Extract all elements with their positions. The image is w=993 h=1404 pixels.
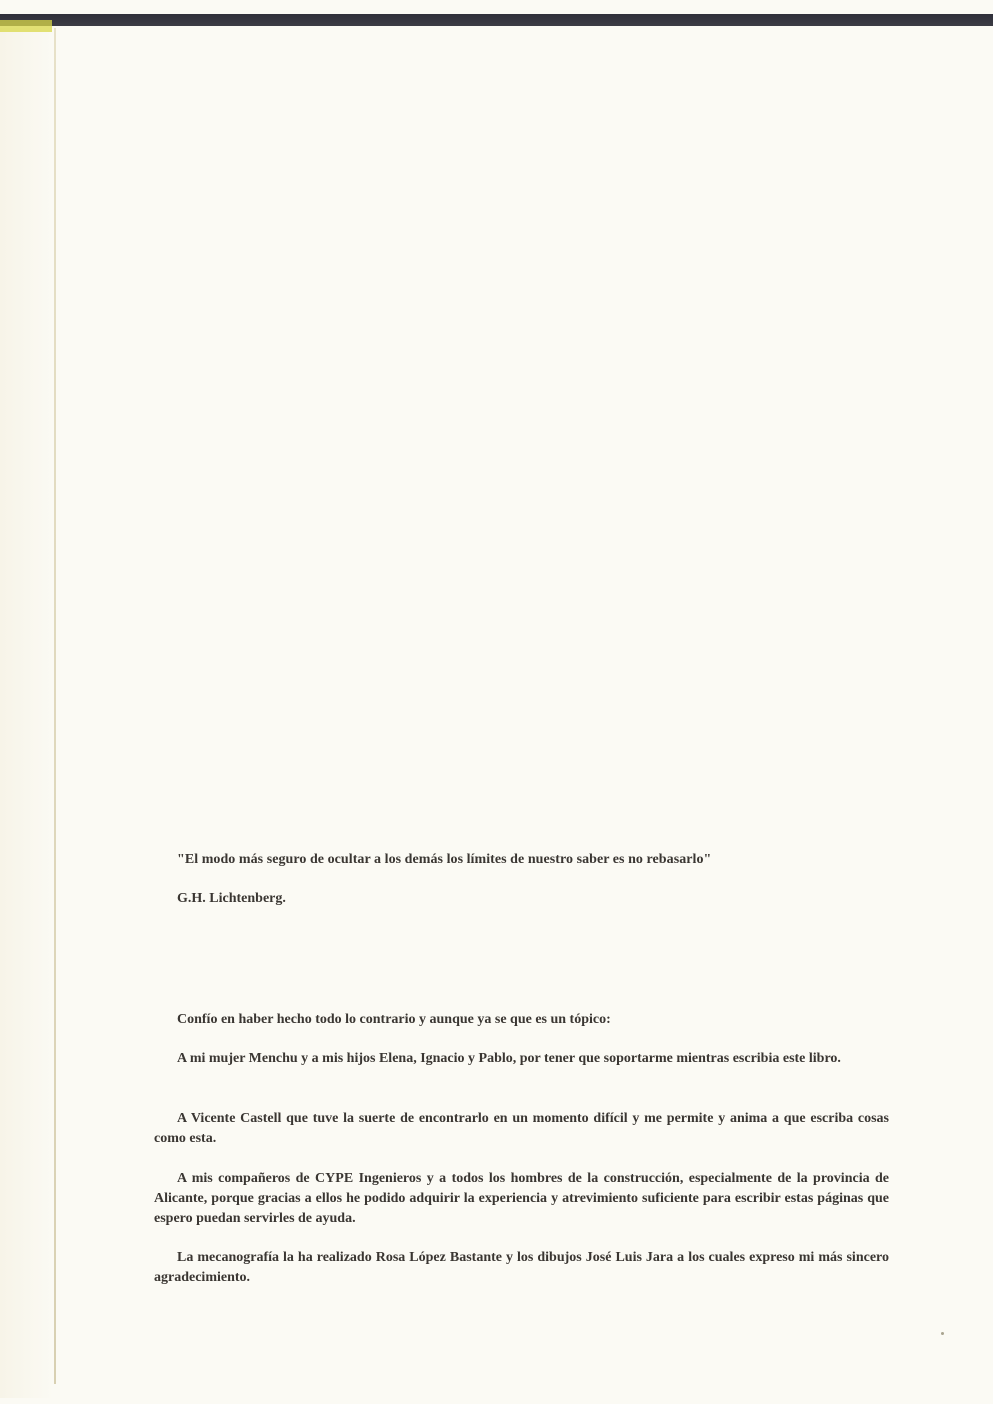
paragraph: Confío en haber hecho todo lo contrario y aunque ya se que es un tópico: [177,1012,611,1027]
acknowledgement-typing-drawings [154,1248,889,1288]
acknowledgement-colleagues [154,1169,889,1229]
acknowledgement-family [154,1049,889,1069]
top-edge-yellow-mark [0,20,52,32]
paragraph: A mi mujer Menchu y a mis hijos Elena, Ignacio y Pablo, por tener que soportarme mientras escribia este libro. [177,1051,841,1066]
epigraph-quote: "El modo más seguro de ocultar a los demás los límites de nuestro saber es no rebasarlo" [177,852,712,867]
page-gutter-line [54,28,56,1384]
epigraph-author: G.H. Lichtenberg. [177,891,286,906]
paragraph: La mecanografía la ha realizado Rosa López Bastante y los dibujos José Luis Jara a los cuales expreso mi más sincero agradecimiento. [154,1250,889,1285]
page-spine-shadow [0,28,54,1398]
paragraph: A mis compañeros de CYPE Ingenieros y a todos los hombres de la construcción, especialmente de la provincia de Alicante, porque gracias a ellos he podido adquirir la experiencia y atrevimiento suficiente para escribir estas páginas que espero puedan servirles de ayuda. [154,1171,889,1226]
paper-speck [941,1332,944,1335]
acknowledgement-castell [154,1109,889,1149]
acknowledgement-intro [154,1010,889,1030]
top-scan-edge [0,14,993,26]
paragraph: A Vicente Castell que tuve la suerte de encontrarlo en un momento difícil y me permite y anima a que escriba cosas como esta. [154,1111,889,1146]
